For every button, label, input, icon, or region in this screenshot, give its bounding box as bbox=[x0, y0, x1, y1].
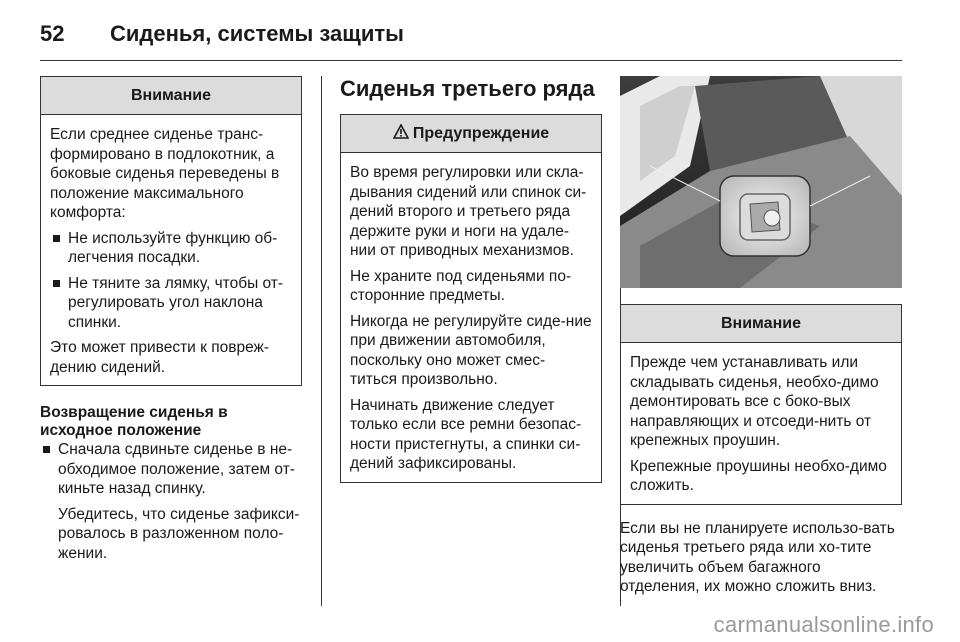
warning-body bbox=[341, 153, 601, 482]
caution-bullet-list bbox=[50, 229, 292, 333]
caution-box-right bbox=[620, 304, 902, 505]
step-item: Сначала сдвиньте сиденье в не-обходимое положение, затем от-киньте назад спинку. bbox=[40, 440, 302, 499]
header-divider bbox=[40, 60, 902, 61]
section-subheading: Возвращение сиденья в исходное положение bbox=[40, 404, 228, 439]
warning-triangle-icon bbox=[393, 124, 409, 144]
caution-heading-right: Внимание bbox=[621, 305, 901, 343]
cargo-area-photo bbox=[620, 76, 902, 288]
page-number: 52 bbox=[40, 21, 65, 46]
watermark: carmanualsonline.info bbox=[713, 612, 934, 637]
caution-paragraph: Прежде чем устанавливать или складывать сиденья, необхо-димо демонтировать все с боко-вых направляющих и отсоеди-нить от крепежных проушин. bbox=[630, 354, 879, 449]
warning-paragraph: Начинать движение следует только если все ремни безопас-ности пристегнуты, а спинки си-дений зафиксированы. bbox=[350, 396, 582, 472]
warning-paragraph: Не храните под сиденьями по-сторонние предметы. bbox=[350, 267, 572, 304]
caution-heading: Внимание bbox=[41, 77, 301, 115]
caution-outro: Это может привести к повреж-дению сидений. bbox=[50, 339, 270, 376]
caution-bullet: Не используйте функцию об-легчения посадки. bbox=[50, 229, 292, 268]
column-3 bbox=[620, 76, 902, 597]
caution-bullet: Не тяните за лямку, чтобы от-регулировать угол наклона спинки. bbox=[50, 274, 292, 333]
warning-paragraph: Во время регулировки или скла-дывания сидений или спинок си-дений второго и третьего ряда держите руки и ноги на удале-нии от приводных механизмов. bbox=[350, 164, 587, 259]
caution-body-right bbox=[621, 343, 901, 504]
page-title: Сиденья, системы защиты bbox=[110, 21, 404, 46]
warning-header bbox=[341, 115, 601, 153]
warning-paragraph: Никогда не регулируйте сиде-ние при движении автомобиля, поскольку оно может смес-титься произвольно. bbox=[350, 312, 592, 388]
caution-body bbox=[41, 115, 301, 385]
step-list bbox=[40, 440, 302, 499]
caution-box-left bbox=[40, 76, 302, 386]
page-header bbox=[40, 18, 404, 50]
column-1 bbox=[40, 76, 302, 563]
body-paragraph: Если вы не планируете использо-вать сиденья третьего ряда или хо-тите увеличить объем багажного отделения, их можно сложить вниз. bbox=[620, 519, 895, 595]
warning-box bbox=[340, 114, 602, 483]
section-title: Сиденья третьего ряда bbox=[340, 76, 595, 101]
warning-heading: Предупреждение bbox=[412, 124, 550, 142]
caution-intro: Если среднее сиденье транс-формировано в подлокотник, а боковые сиденья переведены в положение максимального комфорта: bbox=[50, 126, 280, 221]
caution-paragraph: Крепежные проушины необхо-димо сложить. bbox=[630, 457, 887, 494]
column-divider-1 bbox=[321, 76, 322, 606]
step-note: Убедитесь, что сиденье зафикси-ровалось в разложенном поло-жении. bbox=[58, 505, 300, 562]
column-2 bbox=[340, 76, 602, 483]
